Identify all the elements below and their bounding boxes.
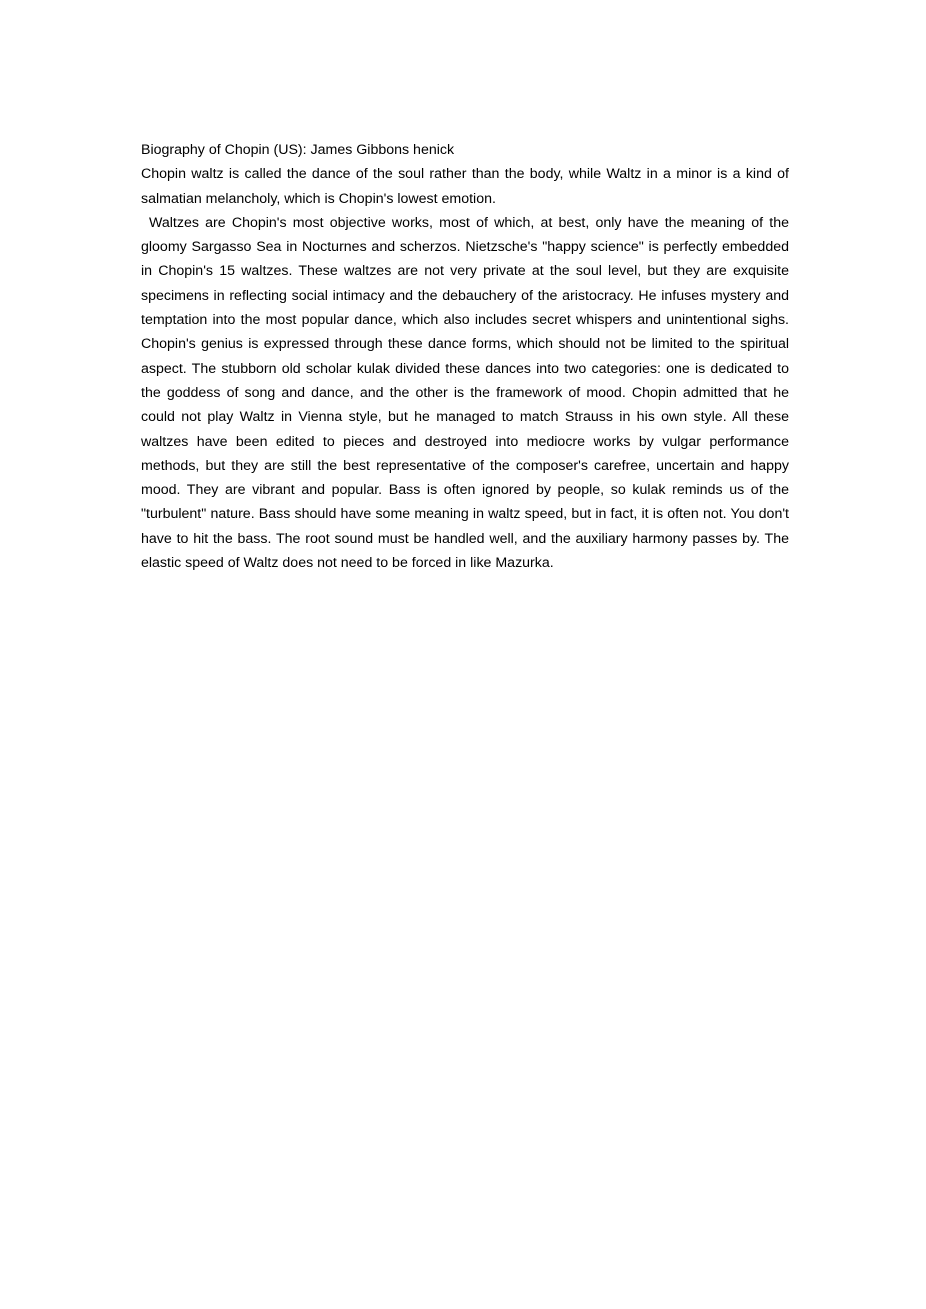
intro-paragraph: Chopin waltz is called the dance of the soul rather than the body, while Waltz in a minor is a kind of salmatian melancholy, which is Chopin's lowest emotion. xyxy=(141,166,789,207)
document-page xyxy=(141,138,789,575)
document-title: Biography of Chopin (US): James Gibbons henick xyxy=(141,142,455,158)
body-paragraph: Waltzes are Chopin's most objective works, most of which, at best, only have the meaning of the gloomy Sargasso Sea in Nocturnes and scherzos. Nietzsche's "happy science" is perfectly embedded in Chopin's 15 waltzes. These waltzes are not very private at the soul level, but they are exquisite specimens in reflecting social intimacy and the debauchery of the aristocracy. He infuses mystery and temptation into the most popular dance, which also includes secret whispers and unintentional sighs. Chopin's genius is expressed through these dance forms, which should not be limited to the spiritual aspect. The stubborn old scholar kulak divided these dances into two categories: one is dedicated to the goddess of song and dance, and the other is the framework of mood. Chopin admitted that he could not play Waltz in Vienna style, but he managed to match Strauss in his own style. All these waltzes have been edited to pieces and destroyed into mediocre works by vulgar performance methods, but they are still the best representative of the composer's carefree, uncertain and happy mood. They are vibrant and popular. Bass is often ignored by people, so kulak reminds us of the "turbulent" nature. Bass should have some meaning in waltz speed, but in fact, it is often not. You don't have to hit the bass. The root sound must be handled well, and the auxiliary harmony passes by. The elastic speed of Waltz does not need to be forced in like Mazurka. xyxy=(141,214,789,572)
